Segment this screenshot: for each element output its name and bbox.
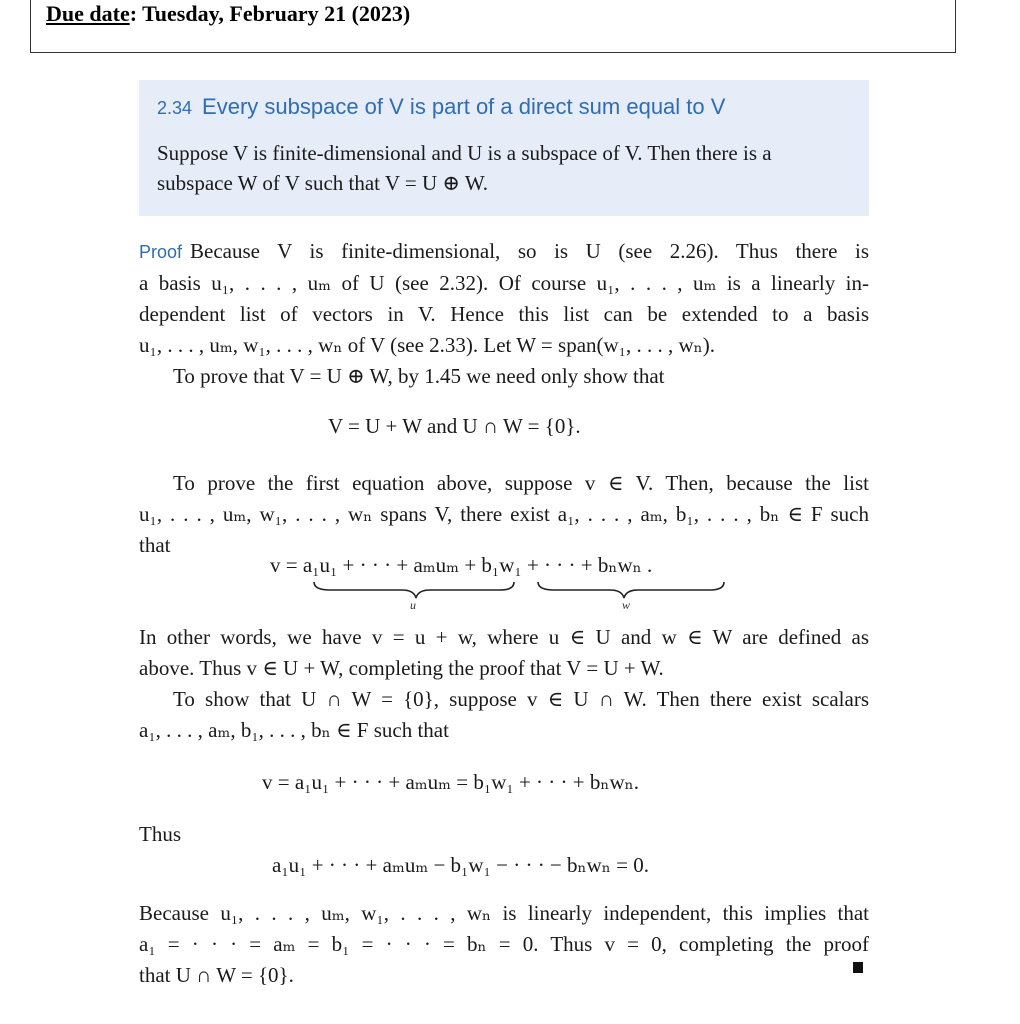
due-date-box: [30, 0, 956, 53]
eq2-plus: +: [459, 553, 482, 577]
brace-label-u: u: [410, 598, 416, 612]
proof-body-2: [139, 468, 869, 561]
proof-text: To show that U ∩ W = {0}, suppose v ∈ U ∩ W. Then there exist scalars: [173, 687, 869, 711]
theorem-statement: [157, 138, 857, 198]
theorem-box: [139, 80, 869, 216]
proof-text: a basis u₁, . . . , uₘ of U (see 2.32). Of course u₁, . . . , uₘ is a linearly in-: [139, 271, 869, 295]
theorem-line: subspace W of V such that V = U ⊕ W.: [157, 171, 489, 195]
equation-4: a₁u₁ + · · · + aₘuₘ − b₁w₁ − · · · − bₙwₙ = 0.: [272, 853, 649, 877]
proof-text: Thus: [139, 822, 181, 846]
due-date-heading: [46, 1, 410, 27]
eq2-left: v =: [270, 553, 303, 577]
underbraces: [310, 580, 750, 600]
proof-text: that: [139, 533, 171, 557]
underbrace-u: [314, 582, 514, 598]
proof-text: a₁ = · · · = aₘ = b₁ = · · · = bₙ = 0. Thus v = 0, completing the proof: [139, 932, 869, 956]
proof-body: [139, 236, 869, 392]
proof-paragraph: [139, 236, 869, 268]
proof-text: above. Thus v ∈ U + W, completing the proof that V = U + W.: [139, 656, 664, 680]
proof-text: that U ∩ W = {0}.: [139, 963, 294, 987]
proof-text: a₁, . . . , aₘ, b₁, . . . , bₙ ∈ F such that: [139, 718, 449, 742]
equation-3: v = a₁u₁ + · · · + aₘuₘ = b₁w₁ + · · · + bₙwₙ.: [262, 770, 639, 794]
eq2-end: .: [641, 553, 653, 577]
equation-2: [270, 553, 652, 578]
qed-square-icon: [853, 962, 863, 973]
underbrace-w: [538, 582, 724, 598]
due-date-label: Due date: [46, 1, 130, 26]
proof-body-4: [139, 898, 869, 991]
theorem-heading: [157, 94, 725, 120]
theorem-line: Suppose V is finite-dimensional and U is a subspace of V. Then there is a: [157, 141, 772, 165]
theorem-title: Every subspace of V is part of a direct sum equal to V: [202, 94, 726, 119]
proof-text: dependent list of vectors in V. Hence this list can be extended to a basis: [139, 302, 869, 326]
eq2-u-part: a₁u₁ + · · · + aₘuₘ: [302, 553, 460, 577]
proof-text: u₁, . . . , uₘ, w₁, . . . , wₙ spans V, there exist a₁, . . . , aₘ, b₁, . . . , bₙ ∈ F such: [139, 502, 869, 526]
proof-text: Because V is finite-dimensional, so is U (see 2.26). Thus there is: [190, 239, 869, 263]
proof-body-3: [139, 622, 869, 746]
eq2-w-part: b₁w₁ + · · · + bₙwₙ: [481, 553, 642, 577]
due-date-value: : Tuesday, February 21 (2023): [129, 1, 411, 26]
proof-text: To prove the first equation above, suppose v ∈ V. Then, because the list: [173, 471, 869, 495]
proof-text: In other words, we have v = u + w, where u ∈ U and w ∈ W are defined as: [139, 625, 869, 649]
theorem-number: 2.34: [157, 98, 193, 118]
proof-label: Proof: [139, 242, 183, 262]
proof-text: Because u₁, . . . , uₘ, w₁, . . . , wₙ is linearly independent, this implies that: [139, 901, 869, 925]
equation-1: V = U + W and U ∩ W = {0}.: [328, 414, 581, 438]
brace-label-w: w: [622, 598, 631, 612]
proof-text: u₁, . . . , uₘ, w₁, . . . , wₙ of V (see 2.33). Let W = span(w₁, . . . , wₙ).: [139, 333, 715, 357]
proof-text: To prove that V = U ⊕ W, by 1.45 we need only show that: [173, 364, 665, 388]
